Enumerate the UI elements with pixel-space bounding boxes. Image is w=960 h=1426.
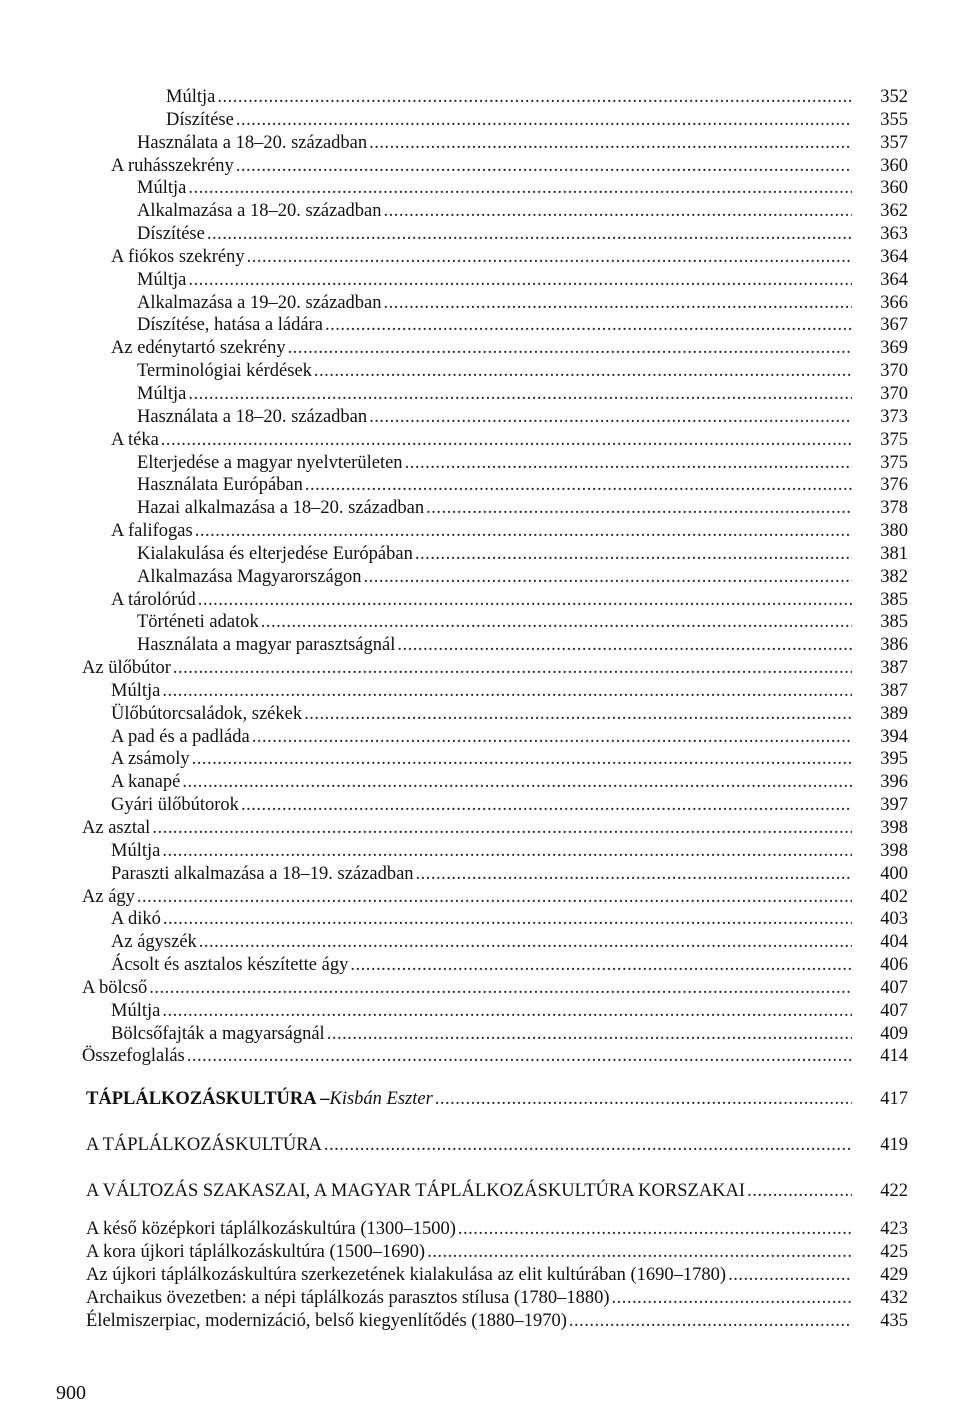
toc-entry-title: Ülőbútorcsaládok, székek (111, 703, 303, 724)
toc-page-number: 387 (880, 658, 908, 679)
dot-leader (195, 520, 852, 543)
toc-page-number: 364 (880, 269, 908, 290)
dot-leader (327, 1023, 852, 1046)
toc-entry-title: Gyári ülőbútorok (111, 795, 239, 816)
toc-entry (0, 155, 960, 178)
toc-entry (0, 634, 960, 657)
toc-entry-title: Alkalmazása a 19–20. században (137, 292, 382, 313)
toc-entry (0, 360, 960, 383)
dot-leader (162, 840, 852, 863)
toc-entry-title: Díszítése, hatása a ládára (137, 315, 323, 336)
toc-entry (0, 840, 960, 863)
toc-page-number: 432 (880, 1287, 908, 1308)
toc-subentry-title: Élelmiszerpiac, modernizáció, belső kiegyenlítődés (1880–1970) (86, 1310, 567, 1331)
dot-leader (305, 474, 852, 497)
dot-leader (173, 657, 852, 680)
toc-entry-title: A dikó (111, 909, 161, 930)
toc-entry (0, 246, 960, 269)
toc-entry (0, 292, 960, 315)
section-title: TÁPLÁLKOZÁSKULTÚRA – (86, 1089, 330, 1110)
dot-leader (163, 908, 852, 931)
section-title: A VÁLTOZÁS SZAKASZAI, A MAGYAR TÁPLÁLKOZÁSKULTÚRA KORSZAKAI (86, 1181, 746, 1202)
toc-page-number: 362 (880, 201, 908, 222)
dot-leader (397, 634, 852, 657)
toc-page-number: 407 (880, 977, 908, 998)
toc-entry (0, 931, 960, 954)
toc-entry-title: A zsámoly (111, 749, 190, 770)
dot-leader (188, 269, 852, 292)
dot-leader (426, 497, 852, 520)
toc-entry-title: Az ágy (82, 886, 135, 907)
dot-leader (192, 748, 852, 771)
toc-entry (0, 908, 960, 931)
toc-page-number: 404 (880, 932, 908, 953)
toc-page-number: 357 (880, 132, 908, 153)
toc-entry (0, 132, 960, 155)
toc-page-number: 370 (880, 383, 908, 404)
toc-page-number: 373 (880, 406, 908, 427)
toc-page-number: 389 (880, 703, 908, 724)
toc-entry-title: Az ágyszék (111, 932, 197, 953)
toc-section (0, 1174, 960, 1208)
toc-entry (0, 543, 960, 566)
dot-leader (247, 246, 852, 269)
toc-page-number: 387 (880, 680, 908, 701)
toc-entry (0, 657, 960, 680)
toc-page-number: 385 (880, 612, 908, 633)
toc-entry-title: A téka (111, 429, 159, 450)
toc-entry-title: Alkalmazása a 18–20. században (137, 201, 382, 222)
dot-leader (188, 177, 852, 200)
dot-leader (350, 954, 852, 977)
dot-leader (182, 771, 852, 794)
toc-entry (0, 1045, 960, 1068)
toc-entry-title: Múltja (111, 1000, 161, 1021)
toc-subentry-title: A kora újkori táplálkozáskultúra (1500–1690) (86, 1242, 426, 1263)
toc-entry-title: Elterjedése a magyar nyelvterületen (137, 452, 403, 473)
toc-entry (0, 817, 960, 840)
toc-page-number: 375 (880, 429, 908, 450)
toc-page-number: 376 (880, 475, 908, 496)
toc-entry (0, 680, 960, 703)
toc-entry-title: Összefoglalás (82, 1046, 185, 1067)
toc-entry-title: Paraszti alkalmazása a 18–19. században (111, 863, 414, 884)
toc-entry-title: Az edénytartó szekrény (111, 338, 286, 359)
toc-subentry-title: Archaikus övezetben: a népi táplálkozás parasztos stílusa (1780–1880) (86, 1287, 610, 1308)
toc-subentry (0, 1310, 960, 1333)
dot-leader (149, 977, 852, 1000)
toc-entry-title: A falifogas (111, 521, 193, 542)
dot-leader (161, 429, 852, 452)
toc-entry-title: Díszítése (137, 224, 205, 245)
toc-page-number: 378 (880, 498, 908, 519)
toc-page-number: 386 (880, 635, 908, 656)
toc-entry (0, 314, 960, 337)
toc-entry-title: A bölcső (82, 977, 148, 998)
toc-page-number: 414 (880, 1046, 908, 1067)
dot-leader (405, 452, 852, 475)
page-number: 900 (56, 1382, 86, 1404)
toc-entry-title: Történeti adatok (137, 612, 259, 633)
toc-entry-title: Múltja (137, 269, 187, 290)
toc-entry (0, 748, 960, 771)
toc-page-number: 395 (880, 749, 908, 770)
dot-leader (199, 931, 852, 954)
toc-page-number: 355 (880, 109, 908, 130)
toc-page-number: 435 (880, 1310, 908, 1331)
toc-page-number: 429 (880, 1264, 908, 1285)
dot-leader (369, 132, 852, 155)
toc-entry (0, 429, 960, 452)
dot-leader (427, 1241, 852, 1264)
toc-section (0, 1128, 960, 1162)
toc-subentry (0, 1241, 960, 1264)
toc-entry (0, 223, 960, 246)
dot-leader (304, 703, 852, 726)
toc-entry (0, 406, 960, 429)
toc-entry-title: A kanapé (111, 772, 181, 793)
toc-entry (0, 86, 960, 109)
dot-leader (162, 680, 852, 703)
dot-leader (236, 155, 852, 178)
dot-leader (207, 223, 852, 246)
toc-page-number: 398 (880, 840, 908, 861)
toc-entry (0, 611, 960, 634)
toc-entry (0, 1023, 960, 1046)
toc-entry-title: Múltja (111, 680, 161, 701)
toc-page-number: 360 (880, 155, 908, 176)
toc-entry (0, 566, 960, 589)
toc-entry-title: Ácsolt és asztalos készítette ágy (111, 955, 349, 976)
toc-entry (0, 177, 960, 200)
table-of-contents (0, 86, 960, 1333)
toc-section (0, 1082, 960, 1116)
toc-entry-title: Hazai alkalmazása a 18–20. században (137, 498, 425, 519)
toc-page-number: 380 (880, 521, 908, 542)
toc-page-number: 417 (880, 1089, 908, 1110)
toc-entry (0, 497, 960, 520)
toc-entry (0, 1000, 960, 1023)
dot-leader (241, 794, 852, 817)
toc-page-number: 363 (880, 224, 908, 245)
toc-entry (0, 771, 960, 794)
toc-page-number: 400 (880, 863, 908, 884)
toc-page-number: 402 (880, 886, 908, 907)
toc-entry-title: Múltja (137, 178, 187, 199)
toc-entry-title: Használata a 18–20. században (137, 132, 368, 153)
dot-leader (261, 611, 852, 634)
toc-page-number: 419 (880, 1135, 908, 1156)
toc-entry (0, 794, 960, 817)
dot-leader (384, 200, 852, 223)
section-author: Kisbán Eszter (329, 1089, 433, 1110)
section-title: A TÁPLÁLKOZÁSKULTÚRA (86, 1135, 322, 1156)
toc-page-number: 422 (880, 1181, 908, 1202)
toc-page-number: 409 (880, 1023, 908, 1044)
toc-entry (0, 703, 960, 726)
dot-leader (137, 886, 852, 909)
toc-entry-title: A tárolórúd (111, 589, 196, 610)
dot-leader (187, 1045, 852, 1068)
dot-leader (458, 1218, 852, 1241)
dot-leader (324, 1128, 852, 1162)
toc-entry-title: Múltja (111, 840, 161, 861)
dot-leader (569, 1310, 852, 1333)
dot-leader (236, 109, 852, 132)
toc-entry (0, 383, 960, 406)
dot-leader (325, 314, 852, 337)
toc-entry (0, 337, 960, 360)
toc-page-number: 406 (880, 955, 908, 976)
toc-entry (0, 589, 960, 612)
toc-page-number: 385 (880, 589, 908, 610)
toc-entry-title: Terminológiai kérdések (137, 361, 312, 382)
toc-page-number: 370 (880, 361, 908, 382)
toc-entry (0, 520, 960, 543)
toc-page-number: 394 (880, 726, 908, 747)
dot-leader (747, 1174, 852, 1208)
toc-subentry (0, 1218, 960, 1241)
toc-page-number: 375 (880, 452, 908, 473)
dot-leader (288, 337, 852, 360)
toc-page-number: 423 (880, 1219, 908, 1240)
toc-entry-title: Használata Európában (137, 475, 303, 496)
toc-entry-title: Kialakulása és elterjedése Európában (137, 543, 413, 564)
toc-entry-title: Használata a magyar parasztságnál (137, 635, 396, 656)
toc-entry (0, 109, 960, 132)
dot-leader (252, 726, 852, 749)
toc-entry-title: Díszítése (166, 109, 234, 130)
toc-entry (0, 726, 960, 749)
dot-leader (384, 292, 852, 315)
toc-page-number: 360 (880, 178, 908, 199)
toc-entry-title: A pad és a padláda (111, 726, 250, 747)
dot-leader (152, 817, 852, 840)
dot-leader (435, 1082, 852, 1116)
toc-page-number: 397 (880, 795, 908, 816)
toc-entry (0, 269, 960, 292)
toc-page-number: 403 (880, 909, 908, 930)
toc-entry-title: A fiókos szekrény (111, 246, 245, 267)
toc-entry (0, 863, 960, 886)
toc-entry (0, 886, 960, 909)
toc-page-number: 382 (880, 566, 908, 587)
toc-page-number: 398 (880, 818, 908, 838)
dot-leader (162, 1000, 852, 1023)
toc-entry-title: Múltja (137, 383, 187, 404)
toc-page-number: 396 (880, 772, 908, 793)
toc-page-number: 364 (880, 246, 908, 267)
dot-leader (416, 863, 852, 886)
dot-leader (314, 360, 852, 383)
toc-subentry (0, 1264, 960, 1287)
toc-page-number: 352 (880, 87, 908, 107)
dot-leader (369, 406, 852, 429)
dot-leader (217, 86, 852, 109)
toc-entry-title: Bölcsőfajták a magyarságnál (111, 1023, 325, 1044)
dot-leader (188, 383, 852, 406)
toc-page-number: 407 (880, 1000, 908, 1021)
toc-entry-title: Múltja (166, 87, 216, 107)
dot-leader (198, 589, 852, 612)
toc-entry (0, 954, 960, 977)
toc-entry-title: Használata a 18–20. században (137, 406, 368, 427)
dot-leader (728, 1264, 852, 1287)
toc-page-number: 369 (880, 338, 908, 359)
toc-entry (0, 977, 960, 1000)
toc-page-number: 381 (880, 543, 908, 564)
toc-entry (0, 474, 960, 497)
dot-leader (415, 543, 852, 566)
dot-leader (363, 566, 852, 589)
toc-entry-title: Alkalmazása Magyarországon (137, 566, 362, 587)
toc-page-number: 425 (880, 1242, 908, 1263)
toc-entry-title: A ruhásszekrény (111, 155, 234, 176)
toc-entry-title: Az ülőbútor (82, 658, 171, 679)
toc-entry (0, 200, 960, 223)
toc-page-number: 367 (880, 315, 908, 336)
toc-subentry (0, 1287, 960, 1310)
toc-subentry-title: Az újkori táplálkozáskultúra szerkezetének kialakulása az elit kultúrában (1690–1780) (86, 1264, 727, 1285)
toc-subentry-title: A késő középkori táplálkozáskultúra (1300–1500) (86, 1219, 456, 1240)
toc-page-number: 366 (880, 292, 908, 313)
toc-entry-title: Az asztal (82, 818, 151, 838)
dot-leader (612, 1287, 853, 1310)
toc-entry (0, 452, 960, 475)
